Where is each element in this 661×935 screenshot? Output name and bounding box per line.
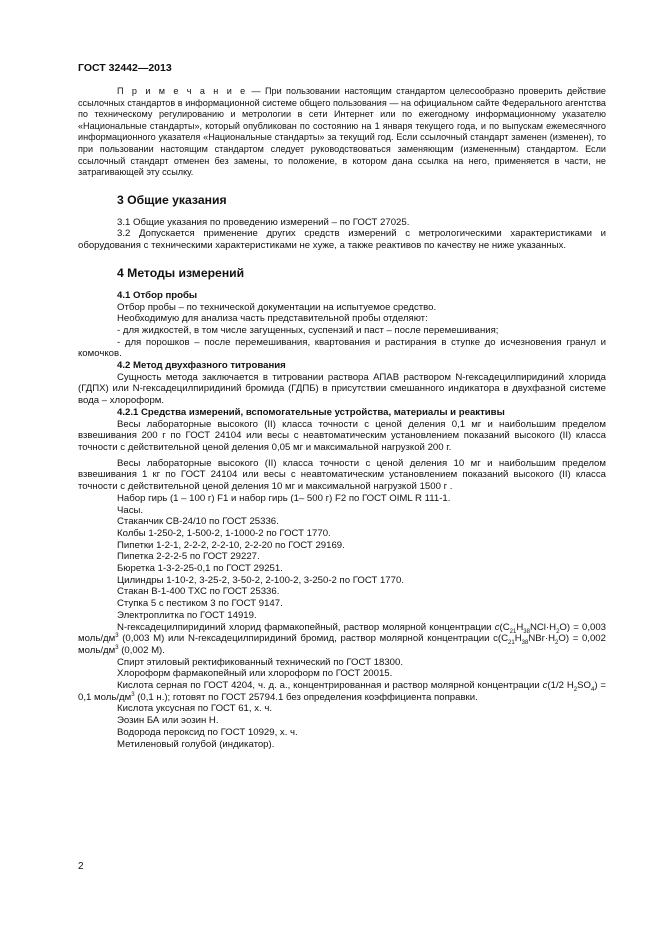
list-item: Электроплитка по ГОСТ 14919. xyxy=(117,609,257,621)
paragraph-4-1-1: Отбор пробы – по технической документации на испытуемое средство. xyxy=(117,301,437,313)
note-label: П р и м е ч а н и е xyxy=(117,86,248,96)
subsection-4-2-1-title: 4.2.1 Средства измерений, вспомогательные устройства, материалы и реактивы xyxy=(117,406,505,418)
subsection-4-1-title: 4.1 Отбор пробы xyxy=(117,289,198,301)
list-item: Спирт этиловый ректификованный технический по ГОСТ 18300. xyxy=(117,656,403,668)
note-paragraph xyxy=(78,86,606,179)
section-3-title: 3 Общие указания xyxy=(117,192,227,207)
document-body xyxy=(78,86,606,750)
paragraph-acid: Кислота серная по ГОСТ 4204, ч. д. а., концентрированная и раствор молярной концентрации c(1/2 $H_2SO_4) = 0,1$ моль/$дм^3$ (0,1 н.); готовят по ГОСТ 25794.1 без определения коэффициента поправки. xyxy=(78,680,606,703)
list-item: Эозин БА или эозин Н. xyxy=(117,715,219,727)
list-item: Ступка 5 с пестиком 3 по ГОСТ 9147. xyxy=(117,598,283,610)
list-item: Часы. xyxy=(117,504,144,516)
list-item: Стаканчик СВ-24/10 по ГОСТ 25336. xyxy=(117,516,279,528)
subsection-4-2-title: 4.2 Метод двухфазного титрования xyxy=(117,360,286,372)
paragraph-3-2: 3.2 Допускается применение других средств измерений с метрологическими характеристиками и оборудования с техническими характеристиками не хуже, а также реактивов по качеству не ниже указанных. xyxy=(78,228,606,252)
list-item: Бюретка 1-3-2-25-0,1 по ГОСТ 29251. xyxy=(117,563,283,575)
paragraph-scales-2: Весы лабораторные высокого (II) класса точности с ценой деления 10 мг и наибольшим пределом взвешивания 1 кг по ГОСТ 24104 или весы с неавтоматическим установлением показаний высокого (II) класса точности с действительной ценой деления 10 мг и максимальной нагрузкой 1500 г . xyxy=(78,457,606,493)
document-header: ГОСТ 32442—2013 xyxy=(78,62,172,74)
page-number: 2 xyxy=(78,861,84,872)
list-item: Кислота уксусная по ГОСТ 61, х. ч. xyxy=(117,703,272,715)
list-item: Цилиндры 1-10-2, 3-25-2, 3-50-2, 2-100-2, 3-250-2 по ГОСТ 1770. xyxy=(117,574,404,586)
list-item: Метиленовый голубой (индикатор). xyxy=(117,738,275,750)
paragraph-4-1-4: - для порошков – после перемешивания, квартования и растирания в ступке до исчезновения гранул и комочков. xyxy=(78,336,606,360)
paragraph-4-2-1: Сущность метода заключается в титровании раствора АПАВ раствором N-гексадецилпиридиний хлорида (ГДПХ) или N-гексадецилпиридиний бромида (ГДПБ) в присутствии смешанного индикатора в двухфазной системе вода – хлороформ. xyxy=(78,371,606,407)
paragraph-3-1: 3.1 Общие указания по проведению измерений – по ГОСТ 27025. xyxy=(117,216,410,228)
list-item: Набор гирь (1 – 100 г) F1 и набор гирь (1– 500 г) F2 по ГОСТ OIML R 111-1. xyxy=(117,492,451,504)
list-item: Пипетка 2-2-2-5 по ГОСТ 29227. xyxy=(117,551,260,563)
section-4-title: 4 Методы измерений xyxy=(117,265,245,280)
list-item: Пипетки 1-2-1, 2-2-2, 2-2-10, 2-2-20 по ГОСТ 29169. xyxy=(117,539,345,551)
note-text: — При пользовании настоящим стандартом целесообразно проверить действие ссылочных стандартов в информационной системе общего пользования — на официальном сайте Федерального агентства по техническому регулированию и метрологии в сети Интернет или по ежегодному информационному указателю «Национальные стандарты», который опубликован по состоянию на 1 января текущего года, и по выпускам ежемесячного информационного указателя «Национальные стандарты» за текущий год. Если ссылочный стандарт заменен (изменен), то при пользовании настоящим стандартом следует руководствоваться заменяющим (измененным) стандартом. Если ссылочный стандарт отменен без замены, то положение, в котором дана ссылка на него, применяется в части, не затрагивающей эту ссылку. xyxy=(78,86,606,178)
paragraph-gdph: N-гексадецилпиридиний хлорид фармакопейный, раствор молярной концентрации $c(C_{21}H_{38}NCl\cdot H_2O) = 0,003$ моль/$дм^3$ (0,003 М) или N-гексадецилпиридиний бромид, раствор молярной концентрации $c(C_{21}H_{38}NBr\cdot H_2O) = 0,002$ моль/$дм^3$ (0,002 М). xyxy=(78,621,606,656)
list-item: Хлороформ фармакопейный или хлороформ по ГОСТ 20015. xyxy=(117,668,393,680)
list-item: Колбы 1-250-2, 1-500-2, 1-1000-2 по ГОСТ 1770. xyxy=(117,527,331,539)
paragraph-4-1-2: Необходимую для анализа часть представительной пробы отделяют: xyxy=(117,313,428,325)
list-item: Стакан В-1-400 ТХС по ГОСТ 25336. xyxy=(117,586,280,598)
list-item: Водорода пероксид по ГОСТ 10929, х. ч. xyxy=(117,726,298,738)
paragraph-4-1-3: - для жидкостей, в том числе загущенных, суспензий и паст – после перемешивания; xyxy=(117,324,499,336)
paragraph-scales-1: Весы лабораторные высокого (II) класса точности с ценой деления 0,1 мг и наибольшим пределом взвешивания 200 г по ГОСТ 24104 или весы с неавтоматическим установлением показаний высокого (II) класса точности с действительной ценой деления 0,05 мг и максимальной нагрузкой 200 г. xyxy=(78,418,606,453)
